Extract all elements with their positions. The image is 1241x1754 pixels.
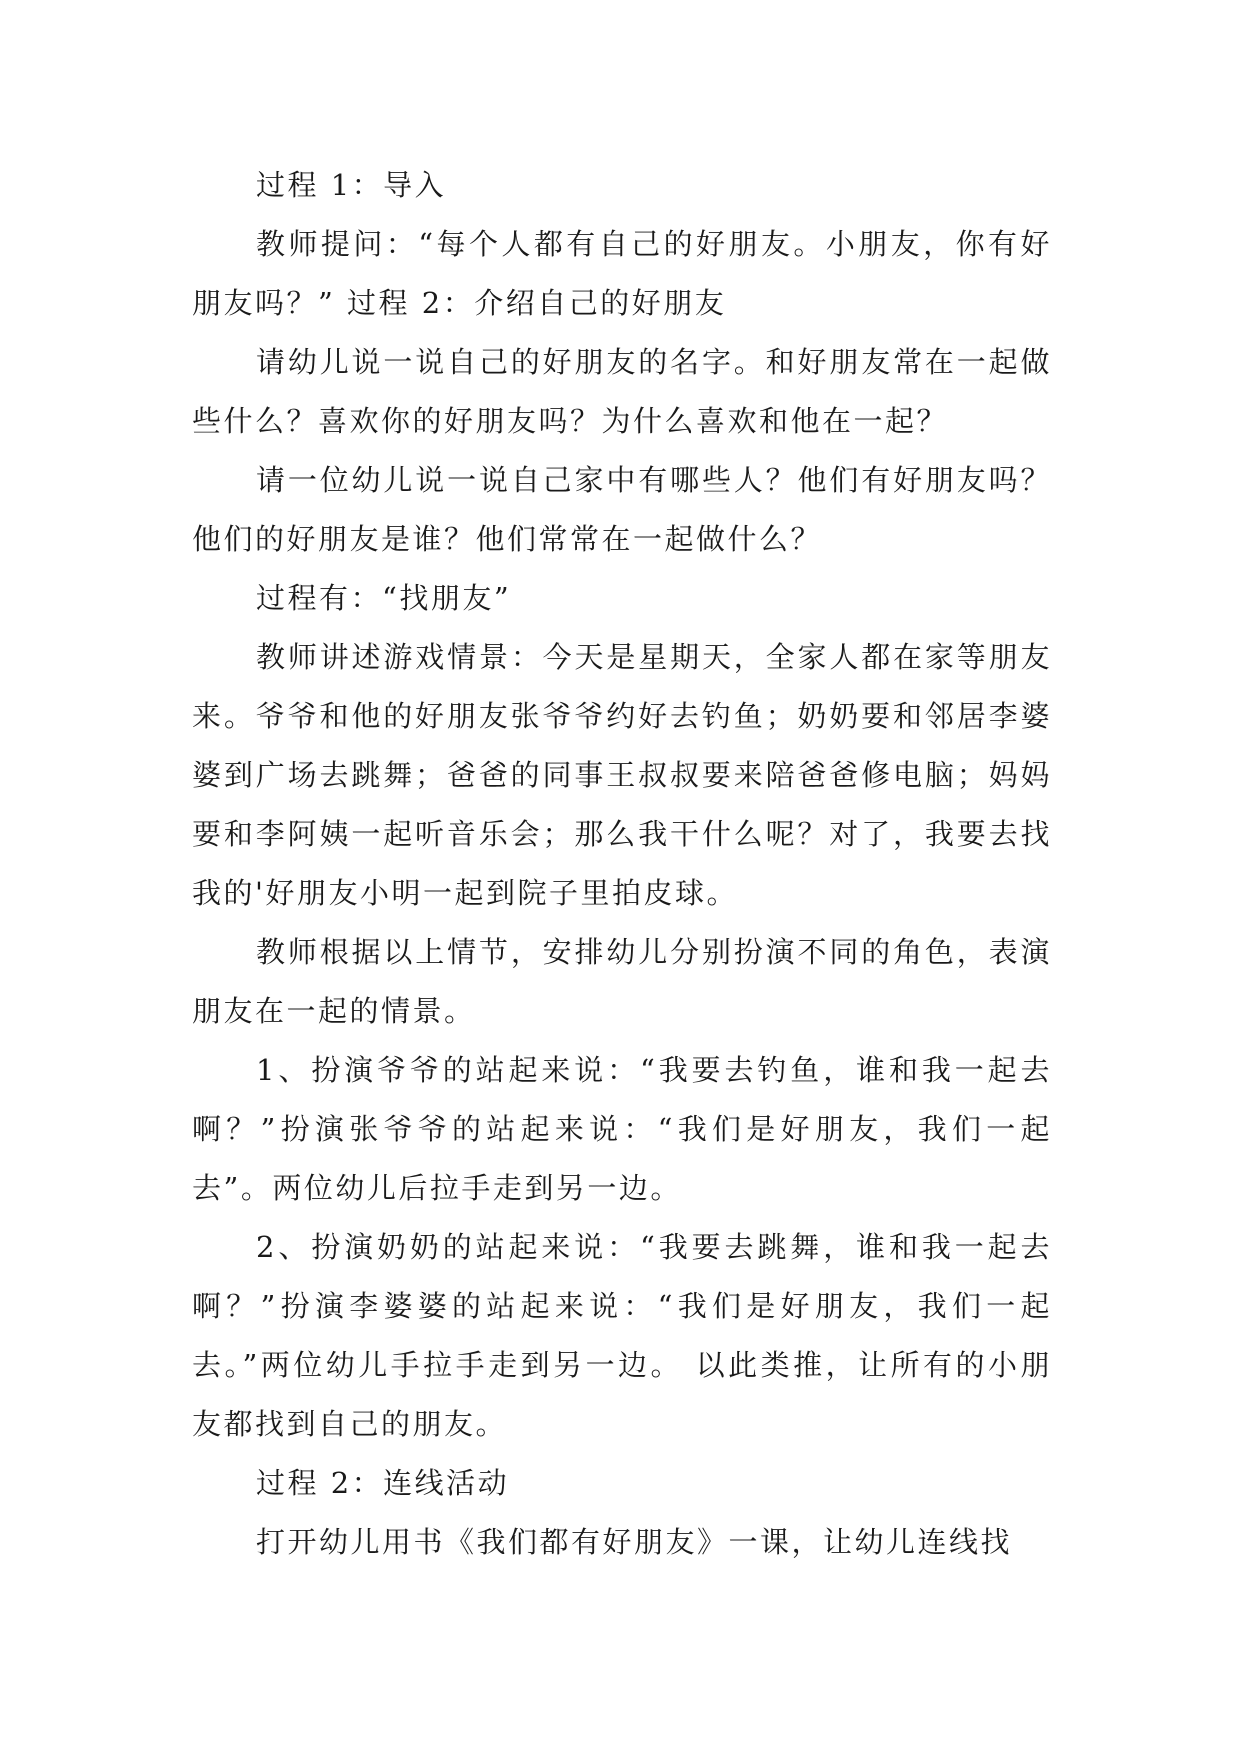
- paragraph-open-book: 打开幼儿用书《我们都有好朋友》一课，让幼儿连线找: [256, 1525, 1013, 1559]
- paragraph-game-scenario: 教师讲述游戏情景：今天是星期天，全家人都在家等朋友来。爷爷和他的好朋友张爷爷约好去钓鱼；奶奶要和邻居李婆婆到广场去跳舞；爸爸的同事王叔叔要来陪爸爸修电脑；妈妈要和李阿姨一起听音乐会；那么我干什么呢？对了，我要去找我的'好朋友小明一起到院子里拍皮球。: [192, 640, 1052, 910]
- paragraph-family-members: 请一位幼儿说一说自己家中有哪些人？他们有好朋友吗？他们的好朋友是谁？他们常常在一起做什么？: [192, 463, 1052, 556]
- paragraph-step-2: 2、扮演奶奶的站起来说：“我要去跳舞，谁和我一起去啊？”扮演李婆婆的站起来说：“我们是好朋友，我们一起去。”两位幼儿手拉手走到另一边。 以此类推，让所有的小朋友都找到自己的朋友。: [192, 1230, 1052, 1441]
- paragraph-heading-matching: 过程 2：连线活动: [256, 1466, 510, 1500]
- paragraph-role-play: 教师根据以上情节，安排幼儿分别扮演不同的角色，表演朋友在一起的情景。: [192, 935, 1052, 1028]
- paragraph-step-1: 1、扮演爷爷的站起来说：“我要去钓鱼，谁和我一起去啊？”扮演张爷爷的站起来说：“我们是好朋友，我们一起去”。两位幼儿后拉手走到另一边。: [192, 1053, 1052, 1205]
- paragraph-teacher-question: 教师提问：“每个人都有自己的好朋友。小朋友，你有好朋友吗？” 过程 2：介绍自己的好朋友: [192, 227, 1052, 320]
- paragraph-heading-find-friends: 过程有：“找朋友”: [256, 581, 512, 615]
- paragraph-heading-intro: 过程 1：导入: [256, 168, 447, 202]
- paragraph-friend-names: 请幼儿说一说自己的好朋友的名字。和好朋友常在一起做些什么？喜欢你的好朋友吗？为什么喜欢和他在一起？: [192, 345, 1052, 438]
- document-page: [192, 156, 1052, 1572]
